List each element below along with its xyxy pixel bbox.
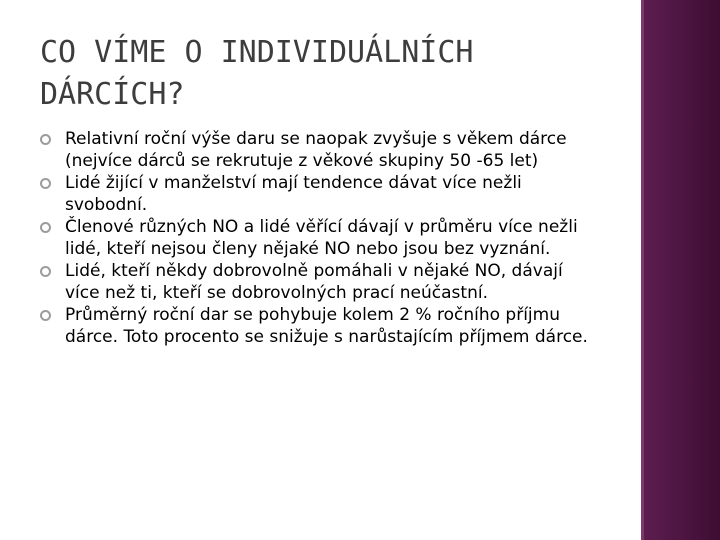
bullet-text: Lidé žijící v manželství mají tendence dávat více nežli svobodní. [65,173,522,215]
bullet-item [40,304,600,348]
hollow-circle-bullet-icon [40,222,51,233]
bullet-list [40,128,600,348]
hollow-circle-bullet-icon [40,310,51,321]
slide-title: CO VÍME O INDIVIDUÁLNÍCH DÁRCÍCH? [40,35,474,112]
bullet-text: Lidé, kteří někdy dobrovolně pomáhali v nějaké NO, dávají více než ti, kteří se dobrovolných prací neúčastní. [65,261,563,303]
hollow-circle-bullet-icon [40,178,51,189]
bullet-item [40,216,600,260]
bullet-text: Průměrný roční dar se pohybuje kolem 2 % ročního příjmu dárce. Toto procento se snižuje s narůstajícím příjmem dárce. [65,305,588,347]
hollow-circle-bullet-icon [40,266,51,277]
bullet-item [40,260,600,304]
bullet-item [40,128,600,172]
bullet-text: Relativní roční výše daru se naopak zvyšuje s věkem dárce (nejvíce dárců se rekrutuje z věkové skupiny 50 -65 let) [65,129,567,171]
hollow-circle-bullet-icon [40,134,51,145]
decorative-sidebar [641,0,720,540]
bullet-item [40,172,600,216]
bullet-text: Členové různých NO a lidé věřící dávají v průměru více nežli lidé, kteří nejsou členy nějaké NO nebo jsou bez vyznání. [65,217,578,259]
